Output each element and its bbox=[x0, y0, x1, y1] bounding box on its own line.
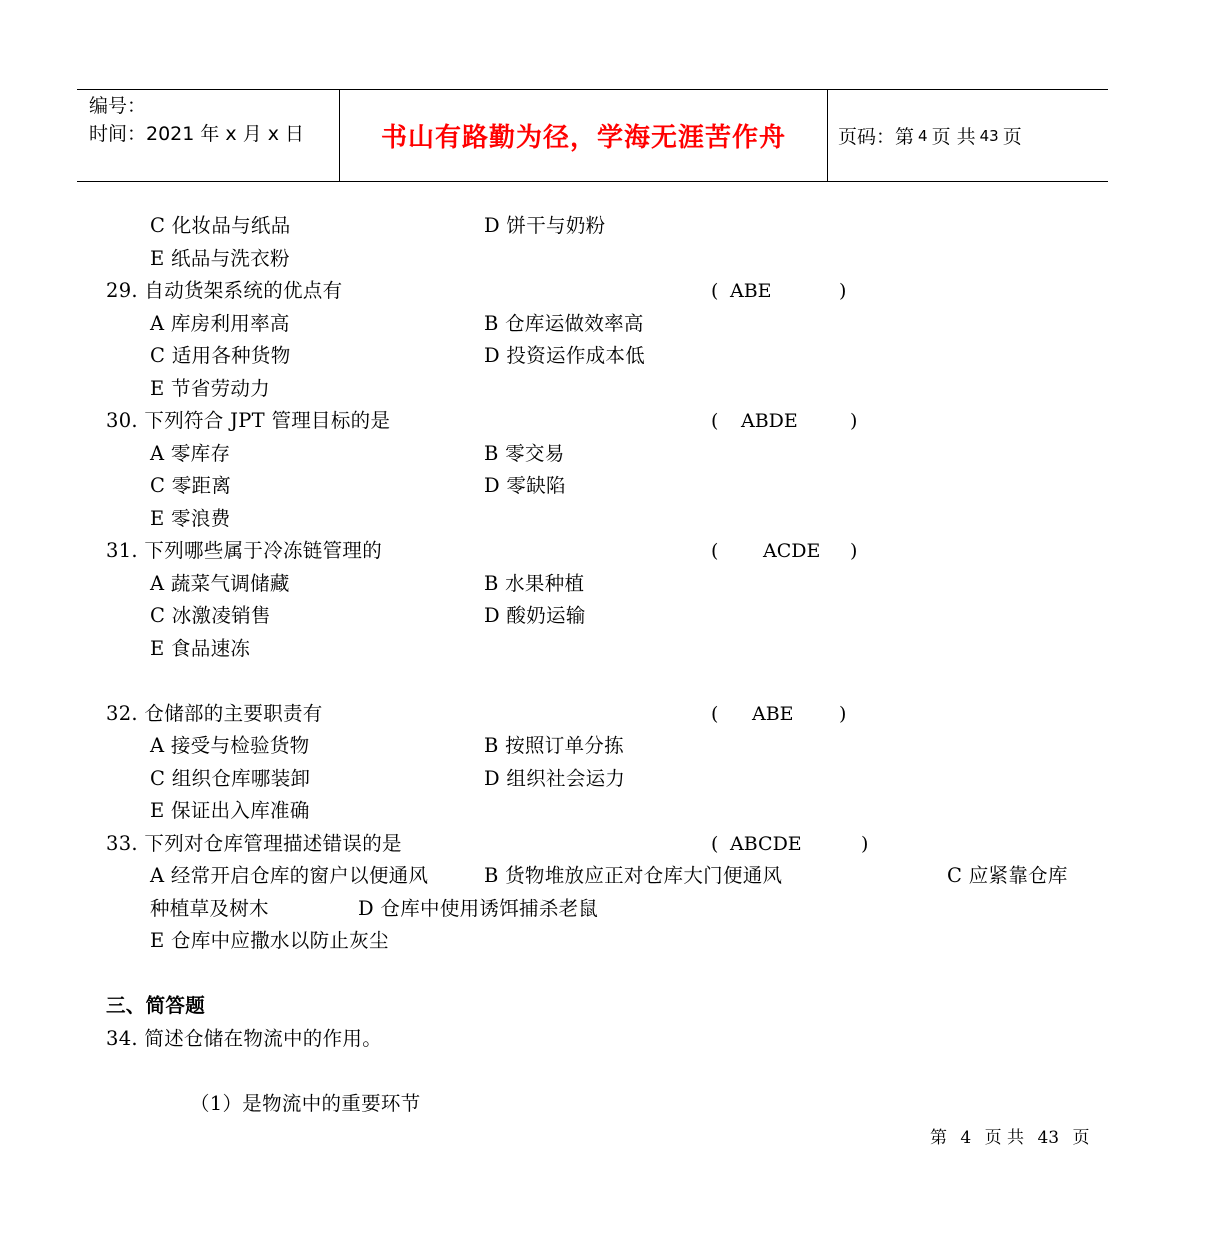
q30-paren-close: ) bbox=[850, 410, 858, 432]
q30-option-e: E 零浪费 bbox=[150, 507, 231, 530]
page-header bbox=[77, 89, 1108, 182]
q34-point-1: （1）是物流中的重要环节 bbox=[190, 1092, 421, 1115]
header-slogan-cell bbox=[340, 90, 828, 181]
q30-option-a: A 零库存 bbox=[150, 442, 231, 465]
q32-option-a: A 接受与检验货物 bbox=[150, 734, 310, 757]
q28-option-d: D 饼干与奶粉 bbox=[484, 214, 606, 237]
slogan: 书山有路勤为径，学海无涯苦作舟 bbox=[380, 123, 786, 153]
q30-option-d: D 零缺陷 bbox=[484, 474, 566, 497]
q33-option-a: A 经常开启仓库的窗户以便通风 bbox=[150, 864, 429, 887]
q33-option-b: B 货物堆放应正对仓库大门便通风 bbox=[484, 864, 783, 887]
page-mid: 页 共 bbox=[931, 126, 976, 148]
q30-option-b: B 零交易 bbox=[484, 442, 565, 465]
q33-answer: ABCDE bbox=[730, 833, 802, 855]
q32-answer: ABE bbox=[752, 703, 794, 725]
q32-option-c: C 组织仓库哪装卸 bbox=[150, 767, 311, 790]
page-number: 4 bbox=[918, 126, 928, 145]
q32-option-e: E 保证出入库准确 bbox=[150, 799, 310, 822]
q30-paren-open: ( bbox=[711, 410, 719, 432]
q31-answer: ACDE bbox=[763, 540, 821, 562]
q29-option-e: E 节省劳动力 bbox=[150, 377, 271, 400]
footer-suffix: 页 bbox=[1072, 1128, 1090, 1148]
q30-stem: 30. 下列符合 JPT 管理目标的是 bbox=[106, 409, 391, 432]
q33-paren-close: ) bbox=[861, 833, 869, 855]
q33-option-c-continued: 种植草及树木 bbox=[150, 897, 269, 920]
q28-option-c: C 化妆品与纸品 bbox=[150, 214, 291, 237]
q31-option-a: A 蔬菜气调储藏 bbox=[150, 572, 290, 595]
q33-option-e: E 仓库中应撒水以防止灰尘 bbox=[150, 929, 389, 952]
q30-answer: ABDE bbox=[741, 410, 798, 432]
q29-stem: 29. 自动货架系统的优点有 bbox=[106, 279, 343, 302]
q28-option-e: E 纸品与洗衣粉 bbox=[150, 247, 290, 270]
footer-page-number: 4 bbox=[960, 1128, 972, 1148]
page-total: 43 bbox=[979, 126, 999, 145]
page-prefix: 页码：第 bbox=[838, 126, 915, 148]
q29-option-c: C 适用各种货物 bbox=[150, 344, 291, 367]
q32-paren-open: ( bbox=[711, 703, 719, 725]
q29-option-a: A 库房利用率高 bbox=[150, 312, 290, 335]
q32-stem: 32. 仓储部的主要职责有 bbox=[106, 702, 323, 725]
q29-paren-close: ) bbox=[839, 280, 847, 302]
section-heading: 三、简答题 bbox=[106, 994, 206, 1017]
q33-paren-open: ( bbox=[711, 833, 719, 855]
q31-option-d: D 酸奶运输 bbox=[484, 604, 586, 627]
footer-mid: 页 共 bbox=[984, 1128, 1025, 1148]
page-suffix: 页 bbox=[1002, 126, 1022, 148]
q31-stem: 31. 下列哪些属于冷冻链管理的 bbox=[106, 539, 383, 562]
q32-option-d: D 组织社会运力 bbox=[484, 767, 626, 790]
q33-option-c: C 应紧靠仓库 bbox=[947, 864, 1068, 887]
q31-option-b: B 水果种植 bbox=[484, 572, 585, 595]
header-page-cell bbox=[828, 90, 1108, 181]
page-footer bbox=[930, 1123, 1098, 1148]
time-label: 时间：2021 年 x 月 x 日 bbox=[89, 123, 305, 145]
footer-prefix: 第 bbox=[930, 1128, 947, 1148]
q29-option-d: D 投资运作成本低 bbox=[484, 344, 646, 367]
q31-option-c: C 冰激凌销售 bbox=[150, 604, 271, 627]
q31-option-e: E 食品速冻 bbox=[150, 637, 251, 660]
id-label: 编号： bbox=[89, 95, 147, 117]
q32-option-b: B 按照订单分拣 bbox=[484, 734, 624, 757]
q33-stem: 33. 下列对仓库管理描述错误的是 bbox=[106, 832, 402, 855]
q29-option-b: B 仓库运做效率高 bbox=[484, 312, 644, 335]
q29-answer: ABE bbox=[730, 280, 772, 302]
q34-stem: 34. 简述仓储在物流中的作用。 bbox=[106, 1027, 383, 1050]
footer-page-total: 43 bbox=[1037, 1128, 1060, 1148]
header-left-cell bbox=[77, 90, 340, 181]
q31-paren-open: ( bbox=[711, 540, 719, 562]
q29-paren-open: ( bbox=[711, 280, 719, 302]
q32-paren-close: ) bbox=[839, 703, 847, 725]
q30-option-c: C 零距离 bbox=[150, 474, 232, 497]
q31-paren-close: ) bbox=[850, 540, 858, 562]
q33-option-d: D 仓库中使用诱饵捕杀老鼠 bbox=[358, 897, 599, 920]
